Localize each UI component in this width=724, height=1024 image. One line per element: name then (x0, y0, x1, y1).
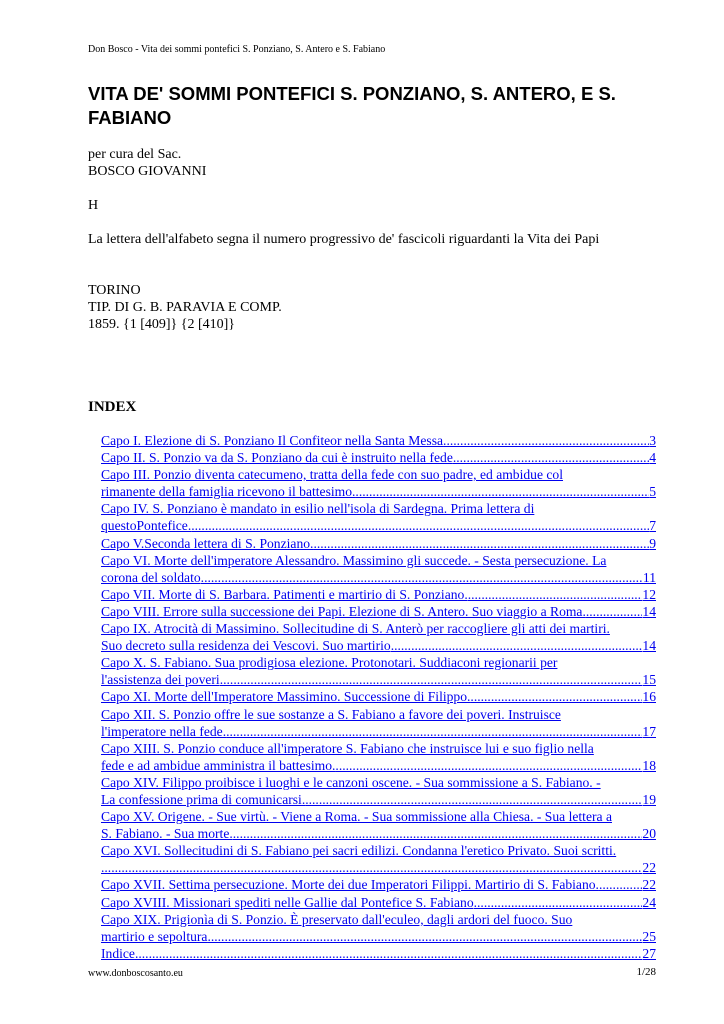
toc-entry-line (101, 945, 656, 962)
toc-page-number: 22 (642, 877, 656, 893)
toc-page-number: 19 (642, 791, 656, 807)
toc-page-number: 7 (649, 518, 656, 534)
toc-entry-title: Indice (101, 945, 135, 961)
toc-entry[interactable] (101, 774, 656, 808)
toc-leader-dots (599, 876, 642, 893)
toc-entry-title: martirio e sepoltura (101, 928, 208, 944)
author-name: BOSCO GIOVANNI (88, 164, 207, 179)
toc-entry-title: Capo I. Elezione di S. Ponziano Il Confiteor nella Santa Messa (101, 433, 444, 448)
toc-entry[interactable] (101, 688, 656, 705)
toc-leader-dots (586, 603, 643, 620)
toc-entry-line (101, 620, 656, 637)
toc-entry-title: l'assistenza dei poveri (101, 672, 220, 688)
toc-entry-line (101, 808, 656, 825)
toc-entry-line (101, 842, 656, 859)
toc-leader-dots (313, 535, 649, 552)
toc-entry-line (101, 586, 656, 603)
toc-entry-line (101, 757, 656, 774)
toc-entry-line (101, 466, 656, 483)
page-indicator: 1/28 (636, 966, 656, 978)
toc-leader-dots (207, 928, 642, 945)
toc-entry[interactable] (101, 911, 656, 945)
toc-leader-dots (391, 637, 643, 654)
toc-page-number: 22 (642, 860, 656, 876)
publication-year: 1859. {1 [409]} {2 [410]} (88, 317, 236, 332)
toc-entry-line (101, 859, 656, 876)
toc-entry[interactable] (101, 620, 656, 654)
toc-entry-title: Capo IX. Atrocità di Massimino. Sollecitudine di S. Anterò per raccogliere gli atti dei martiri. (101, 621, 610, 637)
toc-page-number: 25 (642, 928, 656, 944)
toc-entry-line (101, 911, 656, 928)
toc-entry-title: Capo XI. Morte dell'Imperatore Massimino. Successione di Filippo. (101, 689, 471, 705)
toc-entry-line (101, 500, 656, 517)
toc-entry-title: Capo VII. Morte di S. Barbara. Patimenti e martirio di S. Ponziano. (101, 586, 468, 602)
toc-entry[interactable] (101, 842, 656, 876)
toc-entry-title: questoPontefice. (101, 518, 192, 534)
toc-entry[interactable] (101, 535, 656, 552)
toc-leader-dots (135, 945, 642, 962)
toc-entry-title: S. Fabiano. - Sua morte. (101, 826, 233, 842)
toc-entry-title: Capo IV. S. Ponziano è mandato in esilio nell'isola di Sardegna. Prima lettera di (101, 501, 535, 517)
index-heading: INDEX (88, 399, 137, 415)
toc-entry-line (101, 706, 656, 723)
toc-leader-dots (201, 569, 643, 586)
toc-page-number: 18 (642, 757, 656, 773)
toc-entry[interactable] (101, 449, 656, 466)
toc-page-number: 14 (642, 603, 656, 619)
toc-entry-title: Capo XIII. S. Ponzio conduce all'imperatore S. Fabiano che instruisce lui e suo figlio nella (101, 740, 594, 756)
toc-entry-line (101, 740, 656, 757)
toc-entry[interactable] (101, 894, 656, 911)
toc-entry-line (101, 603, 656, 620)
toc-entry-title: rimanente della famiglia ricevono il battesimo. (101, 484, 356, 500)
toc-entry-line (101, 535, 656, 552)
toc-entry-line (101, 825, 656, 842)
toc-entry[interactable] (101, 586, 656, 603)
toc-leader-dots (233, 825, 643, 842)
toc-entry-title: Capo X. S. Fabiano. Sua prodigiosa elezione. Protonotari. Suddiaconi regionarii per (101, 655, 558, 671)
toc-entry-title: Capo V.Seconda lettera di S. Ponziano. (101, 535, 314, 551)
toc-entry-title: Capo VI. Morte dell'imperatore Alessandro. Massimino gli succede. - Sesta persecuzione. La (101, 552, 607, 568)
toc-entry-line (101, 774, 656, 791)
toc-entry-line (101, 894, 656, 911)
page-header: Don Bosco - Vita dei sommi pontefici S. Ponziano, S. Antero e S. Fabiano (88, 44, 386, 55)
toc-page-number: 9 (649, 535, 656, 551)
toc-page-number: 3 (649, 433, 656, 448)
toc-leader-dots (305, 791, 642, 808)
publisher: TIP. DI G. B. PARAVIA E COMP. (88, 300, 282, 315)
toc-page-number: 17 (642, 723, 656, 739)
document-title: VITA DE' SOMMI PONTEFICI S. PONZIANO, S. ANTERO, E S. FABIANO (88, 83, 616, 128)
toc-leader-dots (335, 757, 642, 774)
toc-entry-title: La confessione prima di comunicarsi. (101, 791, 306, 807)
toc-entry-line (101, 637, 656, 654)
toc-entry-title: Capo III. Ponzio diventa catecumeno, tratta della fede con suo padre, ed ambidue col (101, 467, 564, 483)
toc-entry-title: Capo XIV. Filippo proibisce i luoghi e le canzoni oscene. - Sua sommissione a S. Fabiano. - (101, 774, 601, 790)
publication-city: TORINO (88, 283, 141, 298)
toc-leader-dots (443, 432, 649, 449)
series-note: La lettera dell'alfabeto segna il numero progressivo de' fascicoli riguardanti la Vita dei Papi (88, 232, 600, 247)
toc-entry-title: Capo VIII. Errore sulla successione dei Papi. Elezione di S. Antero. Suo viaggio a Roma. (101, 603, 586, 619)
toc-page-number: 16 (642, 689, 656, 705)
toc-entry-line (101, 483, 656, 500)
toc-page-number: 5 (649, 484, 656, 500)
toc-entry[interactable] (101, 432, 656, 449)
toc-entry[interactable] (101, 500, 656, 534)
toc-entry-line (101, 552, 656, 569)
toc-page-number: 15 (642, 672, 656, 688)
toc-entry-line (101, 688, 656, 705)
toc-entry-line (101, 671, 656, 688)
toc-entry-line (101, 517, 656, 534)
toc-entry[interactable] (101, 654, 656, 688)
toc-entry-title: Capo XII. S. Ponzio offre le sue sostanze a S. Fabiano a favore dei poveri. Instruisce (101, 706, 561, 722)
toc-entry-line (101, 791, 656, 808)
toc-entry-line (101, 928, 656, 945)
toc-entry[interactable] (101, 603, 656, 620)
toc-page-number: 14 (642, 638, 656, 654)
curated-by: per cura del Sac. (88, 147, 182, 162)
toc-entry-title: fede e ad ambidue amministra il battesimo. (101, 757, 336, 773)
footer-website: www.donboscosanto.eu (88, 968, 183, 979)
toc-leader-dots (474, 894, 643, 911)
toc-leader-dots (226, 723, 642, 740)
toc-entry-title: Capo XVI. Sollecitudini di S. Fabiano pei sacri edilizi. Condanna l'eretico Privato. Suoi scritti. (101, 843, 617, 859)
toc-leader-dots (468, 586, 643, 603)
toc-entry-line (101, 449, 656, 466)
toc-leader-dots (470, 688, 642, 705)
toc-entry-title: Capo XVII. Settima persecuzione. Morte dei due Imperatori Filippi. Martirio di S. Fabiano. (101, 877, 599, 893)
toc-leader-dots (453, 449, 649, 466)
toc-page-number: 20 (642, 826, 656, 842)
toc-entry-line (101, 876, 656, 893)
toc-entry-title: Capo II. S. Ponzio va da S. Ponziano da cui è instruito nella fede (101, 450, 453, 466)
toc-entry-title: Capo XIX. Prigionìa di S. Ponzio. È preservato dall'eculeo, dagli ardori del fuoco. Suo (101, 911, 573, 927)
toc-leader-dots (355, 483, 649, 500)
toc-leader-dots (191, 517, 649, 534)
series-letter: H (88, 198, 99, 213)
toc-page-number: 27 (642, 945, 656, 961)
toc-entry-line (101, 569, 656, 586)
toc-entry[interactable] (101, 740, 656, 774)
toc-page-number: 11 (642, 569, 656, 585)
toc-entry[interactable] (101, 552, 656, 586)
toc-leader-dots (220, 671, 643, 688)
toc-entry[interactable] (101, 808, 656, 842)
toc-entry[interactable] (101, 466, 656, 500)
toc-leader-dots (101, 859, 642, 876)
toc-page-number: 4 (649, 450, 656, 466)
toc-entry-title: Suo decreto sulla residenza dei Vescovi. Suo martirio (101, 638, 391, 654)
toc-entry-title: Capo XV. Origene. - Sue virtù. - Viene a Roma. - Sua sommissione alla Chiesa. - Sua lettera a (101, 809, 612, 825)
toc-entry-line (101, 432, 656, 449)
toc-entry[interactable] (101, 706, 656, 740)
toc-page-number: 24 (642, 894, 656, 910)
table-of-contents (101, 432, 656, 962)
toc-entry[interactable] (101, 945, 656, 962)
toc-entry-title: corona del soldato (101, 569, 201, 585)
toc-entry-line (101, 654, 656, 671)
toc-entry-title: Capo XVIII. Missionari spediti nelle Gallie dal Pontefice S. Fabiano (101, 894, 474, 910)
toc-entry[interactable] (101, 876, 656, 893)
toc-page-number: 12 (642, 586, 656, 602)
toc-entry-line (101, 723, 656, 740)
toc-entry-title: l'imperatore nella fede. (101, 723, 227, 739)
